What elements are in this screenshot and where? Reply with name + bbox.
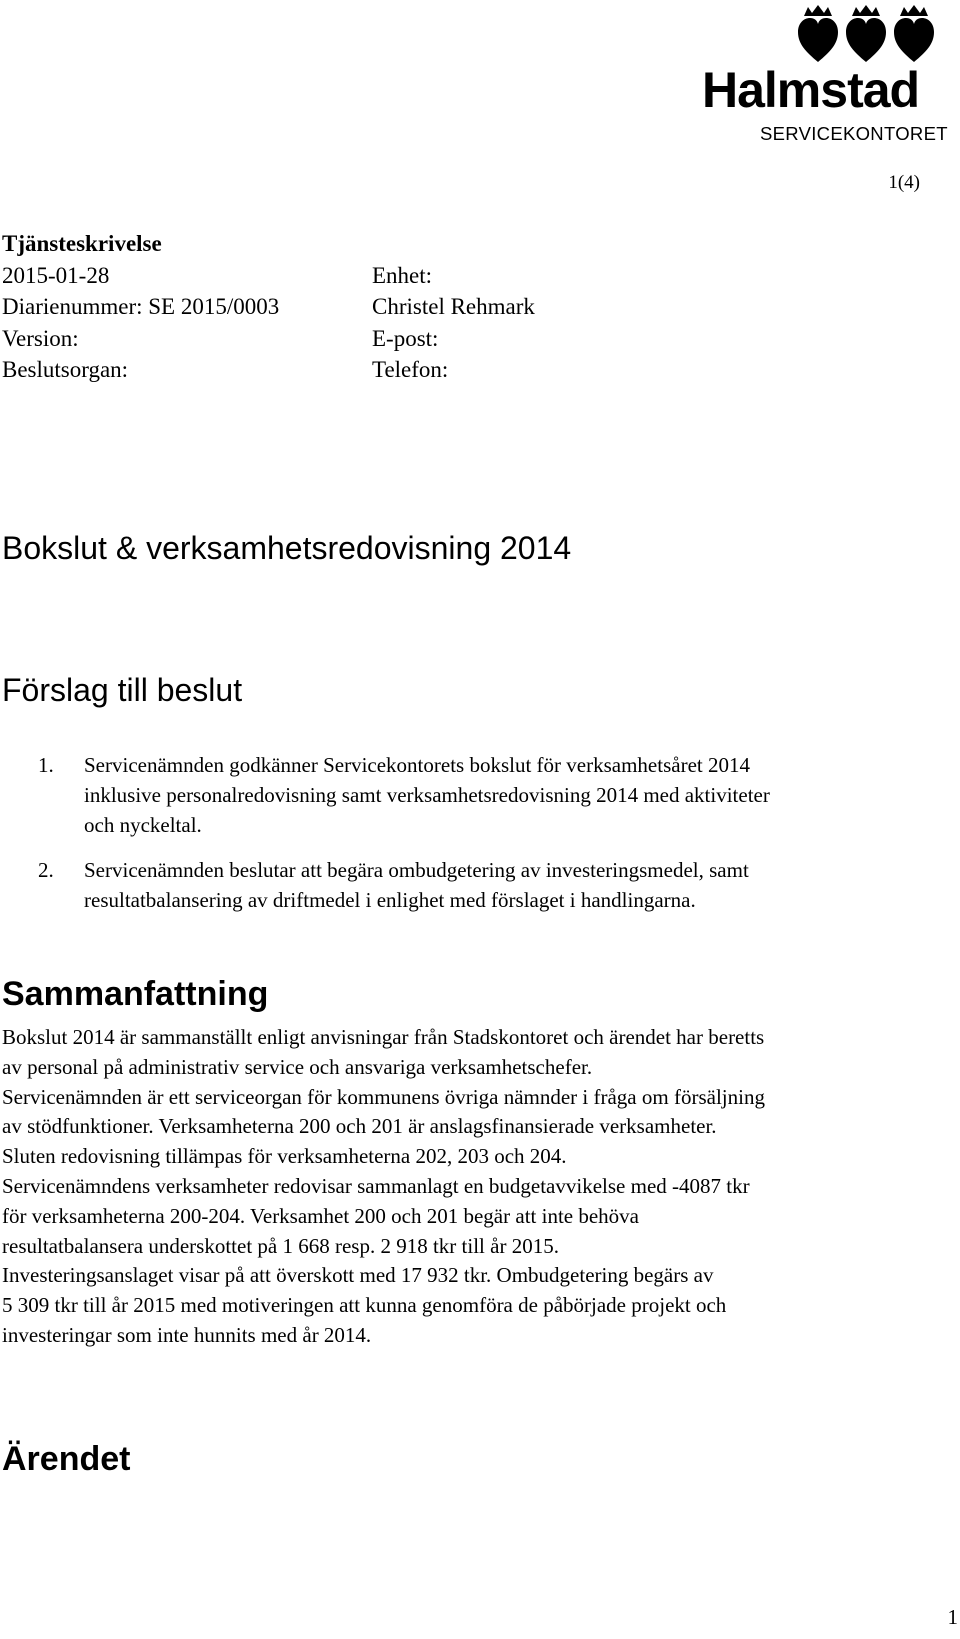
text-line: av stödfunktioner. Verksamheterna 200 och 201 är anslagsfinansierade verksamheter. [2, 1114, 717, 1139]
document-title: Bokslut & verksamhetsredovisning 2014 [2, 530, 572, 566]
text-line: Investeringsanslaget visar på att överskott med 17 932 tkr. Ombudgetering begärs av [2, 1263, 714, 1288]
list-item-text [84, 855, 938, 915]
text-line: och nyckeltal. [84, 813, 202, 837]
list-item [38, 750, 938, 840]
forslag-list [38, 750, 938, 930]
list-item-number: 1. [38, 753, 54, 777]
sammanfattning-heading: Sammanfattning [2, 975, 269, 1013]
text-line: 5 309 tkr till år 2015 med motiveringen att kunna genomföra de påbörjade projekt och [2, 1293, 727, 1318]
meta-left-column [2, 228, 279, 386]
logo-wordmark: Halmstad [702, 62, 920, 118]
text-line: för verksamheterna 200-204. Verksamhet 200 och 201 begär att inte behöva [2, 1203, 639, 1228]
text-line: resultatbalansering av driftmedel i enlighet med förslaget i handlingarna. [84, 888, 696, 912]
list-item [38, 855, 938, 915]
epost-label: E-post: [372, 325, 439, 351]
telefon-label: Telefon: [372, 357, 449, 382]
list-item-number: 2. [38, 858, 54, 882]
doc-date: 2015-01-28 [2, 262, 110, 288]
enhet-label: Enhet: [372, 262, 433, 288]
list-item-text [84, 750, 938, 840]
version-label: Version: [2, 325, 79, 351]
page-indicator: 1(4) [888, 172, 920, 193]
person-name: Christel Rehmark [372, 294, 535, 319]
text-line: investeringar som inte hunnits med år 2014. [2, 1322, 372, 1347]
text-line: Sluten redovisning tillämpas för verksamheterna 202, 203 och 204. [2, 1144, 567, 1169]
halmstad-logo [702, 0, 960, 146]
text-line: Bokslut 2014 är sammanställt enligt anvisningar från Stadskontoret och ärendet har beretts [2, 1025, 765, 1049]
heart-icon [846, 18, 886, 62]
crowns-hearts-icon [798, 4, 938, 62]
sammanfattning-body [2, 1023, 952, 1351]
meta-right-column [372, 260, 535, 386]
text-line: Servicenämnden är ett serviceorgan för kommunens övriga nämnder i fråga om försäljning [2, 1084, 765, 1109]
text-line: av personal på administrativ service och ansvariga verksamhetschefer. [2, 1054, 593, 1079]
diarienummer: Diarienummer: SE 2015/0003 [2, 294, 280, 319]
heart-icon [894, 18, 934, 62]
text-line: inklusive personalredovisning samt verksamhetsredovisning 2014 med aktiviteter [84, 783, 770, 807]
crown-icon [900, 5, 928, 16]
footer-page-number: 1 [947, 1605, 958, 1629]
text-line: Servicenämnden godkänner Servicekontorets bokslut för verksamhetsåret 2014 [84, 753, 750, 777]
heart-icon [798, 18, 838, 62]
text-line: Servicenämndens verksamheter redovisar sammanlagt en budgetavvikelse med -4087 tkr [2, 1173, 750, 1198]
beslutsorgan-label: Beslutsorgan: [2, 357, 129, 382]
crown-icon [852, 5, 880, 16]
arendet-heading: Ärendet [2, 1440, 131, 1478]
text-line: Servicenämnden beslutar att begära ombudgetering av investeringsmedel, samt [84, 858, 749, 882]
logo-subtitle: SERVICEKONTORET [760, 123, 948, 144]
doc-type: Tjänsteskrivelse [2, 231, 162, 256]
text-line: resultatbalansera underskottet på 1 668 resp. 2 918 tkr till år 2015. [2, 1233, 559, 1258]
crown-icon [804, 5, 832, 16]
forslag-heading: Förslag till beslut [2, 672, 243, 708]
